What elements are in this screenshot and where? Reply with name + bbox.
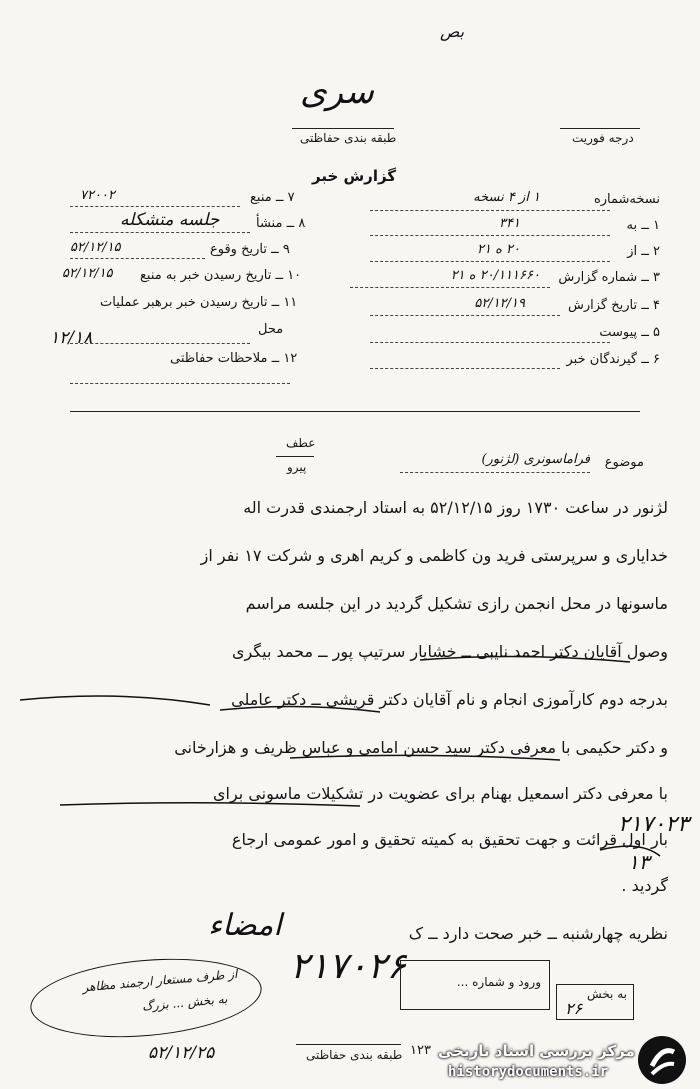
body-line: و دکتر حکیمی با معرفی دکتر سید حسن امامی و عباس ظریف و هزارخانی — [174, 738, 668, 757]
urgency-label: درجه فوریت — [572, 131, 634, 145]
body-line: لژنور در ساعت ۱۷۳۰ روز ۵۲/۱۲/۱۵ به استاد ارجمندی قدرت اله — [243, 498, 668, 517]
department-stamp — [556, 984, 634, 1020]
bottom-date: ۵۲/۱۲/۲۵ — [148, 1043, 215, 1063]
field-label: ۵ ــ پیوست — [599, 325, 660, 340]
margin-number: ۱۳ — [628, 850, 650, 874]
field-label: نسخه‌شماره — [593, 192, 660, 207]
ref-peiro: پیرو — [287, 460, 307, 474]
stamp-text: به بخش — [587, 987, 627, 1001]
body-line: بار اول قرائت و جهت تحقیق به کمیته تحقیق و امور عمومی ارجاع — [231, 830, 668, 849]
body-line: نظریه چهارشنبه ــ خبر صحت دارد ــ ک — [408, 924, 668, 943]
field-label: ۹ ــ تاریخ وقوع — [210, 242, 290, 257]
subject-label: موضوع — [604, 455, 644, 470]
field-label: محل — [258, 322, 284, 337]
stamp-number: ۲۶ — [565, 999, 583, 1018]
watermark-logo-icon — [638, 1036, 686, 1084]
field-value: ۱ از ۴ نسخه — [473, 190, 540, 205]
footer-number: ۱۲۳ — [410, 1043, 431, 1058]
field-label: ۳ ــ شماره گزارش — [558, 270, 660, 285]
footer-classification: طبقه بندی حفاظتی — [306, 1048, 403, 1062]
field-value: ۵۲/۱۲/۱۵ — [70, 240, 121, 255]
field-value: ۳۴۱ — [499, 216, 520, 231]
body-line: خدایاری و سرپرستی فرید ون کاظمی و کریم اهری و شرکت ۱۷ نفر از — [200, 546, 668, 565]
field-label: ۸ ــ منشأ — [256, 216, 306, 231]
field-value: ۲۰ ه ۲۱ — [476, 242, 520, 257]
signature: امضاء — [208, 908, 282, 943]
field-label: ۱ ــ به — [626, 218, 660, 233]
field-value: ۷۲۰۰۲ — [80, 188, 115, 203]
field-label: ۱۱ ــ تاریخ رسیدن خبر برهبر عملیات — [100, 295, 298, 310]
footer-underline — [296, 1044, 401, 1045]
registration-stamp — [400, 960, 550, 1010]
field-label: ۴ ــ تاریخ گزارش — [568, 298, 660, 313]
ref-atf: عطف — [286, 436, 316, 450]
classification-handwritten: سری — [300, 72, 374, 112]
note-line: به بخش ... بزرگ — [141, 991, 228, 1014]
field-label: ۶ ــ گیرندگان خبر — [566, 352, 660, 367]
classification-label: طبقه بندی حفاظتی — [300, 131, 397, 145]
field-label: ۲ ــ از — [627, 244, 660, 259]
top-mark: بص — [440, 22, 465, 41]
body-line: وصول آقایان دکتر احمد نایبی ــ خشایار سرتیپ پور ــ محمد بیگری — [231, 642, 668, 661]
field-value: ۵۲/۱۲/۱۹ — [474, 296, 525, 311]
report-title: گزارش خبر — [312, 167, 397, 185]
body-line: با معرفی دکتر اسمعیل بهنام برای عضویت در تشکیلات ماسونی برای — [213, 784, 668, 803]
field-value: ۱۲/۱۸ — [50, 328, 93, 348]
field-value: ۵۲/۱۲/۱۵ — [62, 266, 113, 281]
field-label: ۱۰ ــ تاریخ رسیدن خبر به منبع — [140, 268, 302, 283]
field-value: ۲۰/۱۱۱۶۶۰ ه ۲۱ — [450, 268, 540, 283]
body-line: بدرجه دوم کارآموزی انجام و نام آقایان دکتر قریشی ــ دکتر عاملی — [231, 690, 668, 709]
field-label: ۱۲ ــ ملاحظات حفاظتی — [170, 351, 298, 366]
margin-number: ۲۱۷۰۲۳ — [618, 812, 689, 837]
watermark-fa: مرکز بررسی اسناد تاریخی — [438, 1042, 635, 1060]
bottom-handwritten-number: ۲۱۷۰۲۶ — [290, 946, 407, 987]
body-line: ماسونها در محل انجمن رازی تشکیل گردید در این جلسه مراسم — [245, 594, 668, 613]
body-line: گردید . — [621, 876, 668, 895]
field-label: ۷ ــ منبع — [250, 190, 295, 205]
subject-value: فراماسونری (لژنور) — [481, 452, 590, 467]
field-value: جلسه متشکله — [120, 210, 220, 230]
stamp-text: ورود و شماره ... — [456, 975, 541, 989]
watermark-en: historydocuments.ir — [448, 1064, 609, 1080]
note-line: از طرف مستعار ارجمند مظاهر — [81, 966, 238, 995]
